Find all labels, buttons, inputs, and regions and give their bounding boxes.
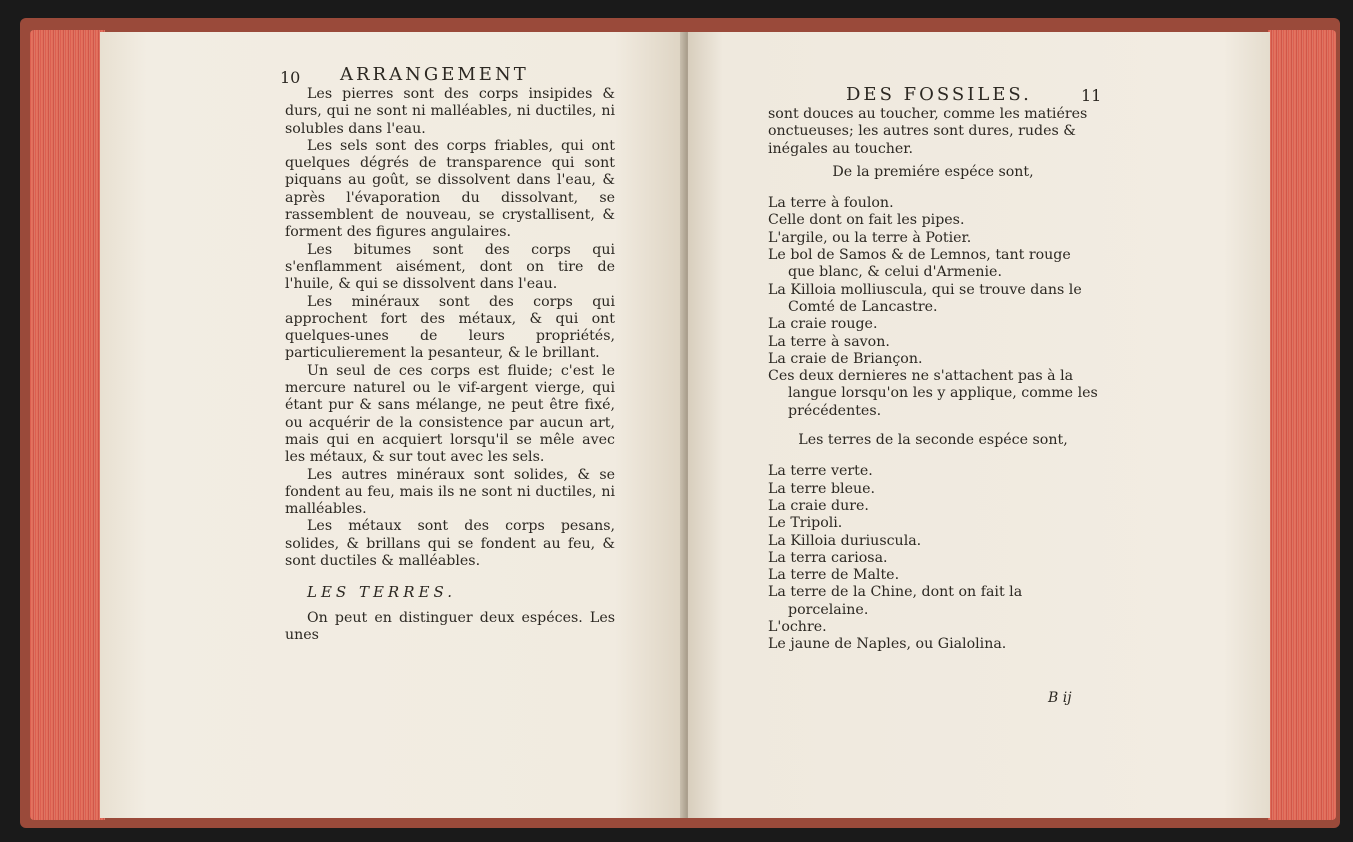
paragraph: Un seul de ces corps est fluide; c'est le mercure naturel ou le vif-argent vierge, qui étant pur & sans mélange, ne peut être fixé, ou acquérir de la consistence par aucun art, mais qui en acquiert lorsqu'il se mêle avec les métaux, & sur tout avec les sels. bbox=[285, 362, 615, 466]
left-text-block bbox=[285, 86, 615, 644]
list-heading: De la premiére espéce sont, bbox=[832, 163, 1034, 180]
right-page-edges bbox=[1268, 30, 1336, 820]
left-page bbox=[100, 32, 685, 818]
page-number: 11 bbox=[1081, 86, 1102, 105]
paragraph: Les bitumes sont des corps qui s'enflamment aisément, dont on tire de l'huile, & qui se dissolvent dans l'eau. bbox=[285, 241, 615, 293]
list-item: La terre bleue. bbox=[768, 480, 876, 497]
list-item: La Killoia molliuscula, qui se trouve dans le Comté de Lancastre. bbox=[768, 281, 1082, 315]
list-item: La craie rouge. bbox=[768, 316, 878, 333]
list-item: La terre de Malte. bbox=[768, 567, 900, 584]
list-item: La Killoia duriuscula. bbox=[768, 532, 922, 549]
running-head: DES FOSSILES. bbox=[846, 84, 1032, 105]
section-title: LES TERRES. bbox=[307, 583, 456, 602]
list-item: La terre à savon. bbox=[768, 333, 890, 350]
paragraph: Les métaux sont des corps pesans, solides, & brillans qui se fondent au feu, & sont ductiles & malléables. bbox=[285, 518, 615, 570]
list-item: L'ochre. bbox=[768, 619, 827, 636]
list-item: Celle dont on fait les pipes. bbox=[768, 212, 965, 229]
page-number: 10 bbox=[280, 68, 301, 87]
list-item: La terre verte. bbox=[768, 463, 873, 480]
list-item: La craie de Briançon. bbox=[768, 350, 923, 367]
list-item: Le Tripoli. bbox=[768, 515, 843, 532]
list-item: La terre de la Chine, dont on fait la porcelaine. bbox=[768, 584, 1023, 618]
right-text-block bbox=[768, 106, 1098, 654]
right-page bbox=[688, 32, 1270, 818]
paragraph: Les autres minéraux sont solides, & se fondent au feu, mais ils ne sont ni ductiles, ni malléables. bbox=[285, 466, 615, 518]
running-head: ARRANGEMENT bbox=[340, 64, 529, 85]
paragraph: Les minéraux sont des corps qui approchent fort des métaux, & qui ont quelques-unes de leurs propriétés, particulierement la pesanteur, & le brillant. bbox=[285, 293, 615, 362]
paragraph: Les sels sont des corps friables, qui ont quelques dégrés de transparence qui sont piquans au goût, se dissolvent dans l'eau, & après l'évaporation du dissolvant, se rassemblent de nouveau, se crystallisent, & forment des figures angulaires. bbox=[285, 137, 615, 241]
paragraph: Les pierres sont des corps insipides & durs, qui ne sont ni malléables, ni ductiles, ni solubles dans l'eau. bbox=[285, 86, 615, 137]
paragraph: sont douces au toucher, comme les matiéres onctueuses; les autres sont dures, rudes & inégales au toucher. bbox=[768, 106, 1088, 157]
list-item: La terre à foulon. bbox=[768, 195, 894, 212]
list-item: Le jaune de Naples, ou Gialolina. bbox=[768, 636, 1007, 653]
paragraph: On peut en distinguer deux espéces. Les unes bbox=[285, 609, 615, 643]
signature-mark: B ij bbox=[1048, 690, 1072, 706]
list-item: La terra cariosa. bbox=[768, 549, 888, 566]
list-item: Ces deux dernieres ne s'attachent pas à la langue lorsqu'on les y applique, comme les précédentes. bbox=[768, 368, 1098, 419]
list-item: L'argile, ou la terre à Potier. bbox=[768, 229, 972, 246]
left-page-edges bbox=[30, 30, 105, 820]
list-item: La craie dure. bbox=[768, 497, 869, 514]
list-heading: Les terres de la seconde espéce sont, bbox=[798, 432, 1068, 449]
list-item: Le bol de Samos & de Lemnos, tant rouge que blanc, & celui d'Armenie. bbox=[768, 247, 1071, 281]
